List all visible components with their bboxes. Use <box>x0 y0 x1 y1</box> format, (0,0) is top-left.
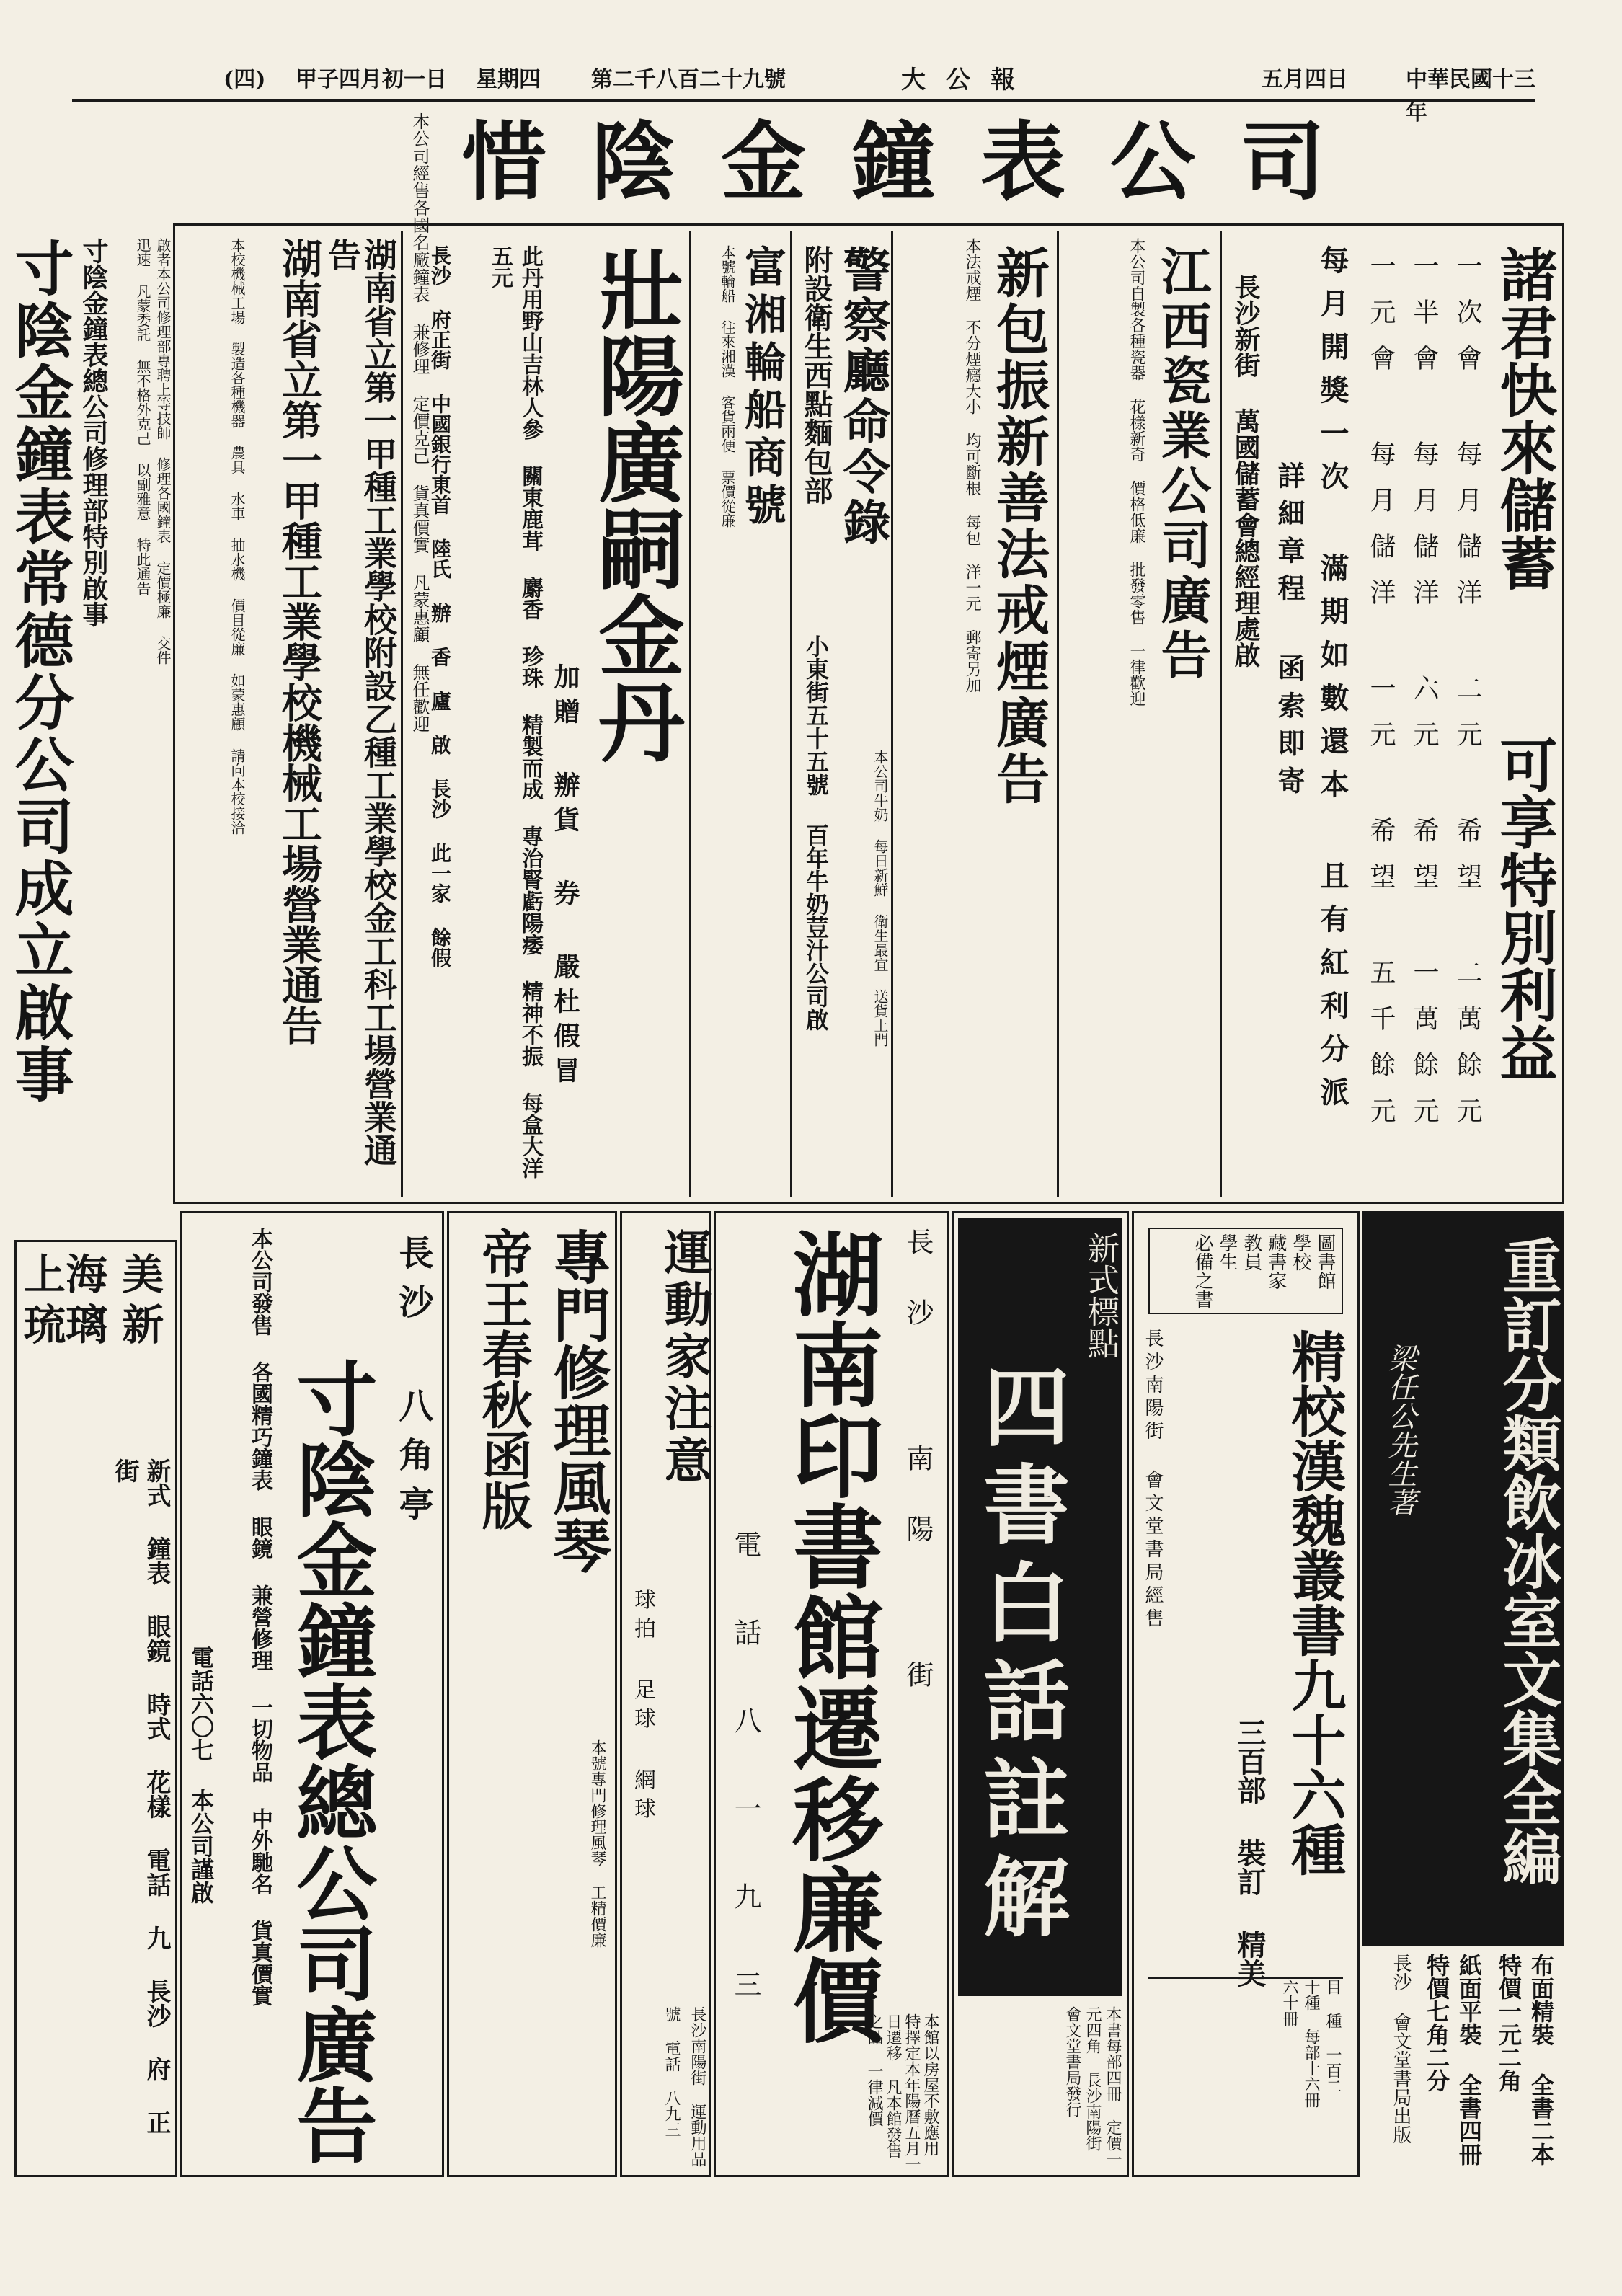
collected-price-2: 紙面平裝 全書四冊 特價七角二分 <box>1423 1954 1483 2166</box>
savings-prize-block <box>1226 245 1355 1182</box>
library-table: 目 種 一百二十種 每部十六冊 六十冊 <box>1148 1977 1343 2109</box>
school-title: 湖南省立第一甲種工業學校機械工場營業通告 <box>275 238 323 1045</box>
press-addr: 長沙 南陽 街 <box>902 1228 934 1731</box>
press-body: 本館以房屋不敷應用 特擇定本年陽曆五月一日遷移 凡本館發售之品 一律減價 <box>865 2013 939 2172</box>
newspaper-name: 大公報 <box>901 66 1035 94</box>
top-ad-body: 本公司經售各國名廠鐘表 兼修理 定價克己 貨真價實 凡蒙惠顧 無任歡迎 <box>409 112 430 732</box>
four-books-label: 新式標點 <box>1082 1232 1119 1359</box>
masthead-strip <box>72 63 1535 125</box>
sports-goods-ad <box>620 1211 711 2177</box>
cunyin-label: 長沙 八角亭 <box>393 1235 433 1535</box>
savings-prize: 每月開獎一次 滿期如數還本 且有紅利分派 <box>1316 245 1350 1120</box>
police-body: 本公司牛奶 每日新鮮 衛生最宜 送貨上門 <box>872 750 889 1047</box>
lunar-date: 甲子四月初一日 <box>296 67 447 92</box>
sports-footer: 長沙南陽街 運動用品號 電話 八九三 <box>662 2006 706 2167</box>
collected-title: 重訂分類飲冰室文集全編 <box>1493 1236 1562 1886</box>
ship-title: 富湘輪船商號 <box>737 245 786 531</box>
hunan-press-ad <box>714 1211 949 2177</box>
savings-title-2: 可享特別利益 <box>1490 735 1558 1081</box>
aphrodisiac-pill-ad <box>404 231 688 1197</box>
sports-sub: 球拍 足球 網球 <box>630 1588 655 1826</box>
cunyin-clock-ad <box>180 1211 444 2177</box>
glasses-shop-ad <box>14 1240 177 2177</box>
press-title: 湖南印書館遷移廉價 <box>778 1228 885 2045</box>
organ-repair-ad <box>447 1211 617 2177</box>
opium-title: 新包振新善法戒煙廣告 <box>988 245 1050 807</box>
library-box: 圖書館 學校 藏書家 教員 學生 必備之書 <box>1148 1228 1343 1314</box>
page-number: (四) <box>223 67 266 92</box>
jiangxi-title: 江西瓷業公司廣告 <box>1153 245 1213 683</box>
pill-note: 加贈 辦貨 券 嚴杜假冒 <box>550 663 580 1091</box>
cunyin-phone: 電話六〇七 本公司謹啟 <box>187 1646 215 1904</box>
police-title: 警察廳命令錄 <box>835 245 891 548</box>
glasses-items: 新式 鐘表 眼鏡 時式 花樣 電話 九 長沙 府 正 街 <box>110 1458 171 2135</box>
year: 中華民國十三年 <box>1406 67 1535 125</box>
four-books-body: 本書每部四冊 定價一元四角 長沙南陽街 會文堂書局發行 <box>1063 2006 1122 2167</box>
school-subtitle: 湖南省立第一甲種工業學校附設乙種工業學校金工科工場營業通告 <box>323 238 398 1166</box>
savings-footer: 長沙新街 萬國儲蓄會總經理處啟 <box>1231 274 1261 668</box>
divider <box>401 231 403 1197</box>
glasses-title: 上海 美 琉璃 新 <box>24 1250 164 1349</box>
divider <box>689 231 691 1197</box>
cunyin-title: 寸陰金鐘表總公司廣告 <box>283 1357 378 2165</box>
organ-title: 專門修理風琴 <box>544 1228 611 1574</box>
pill-body: 此丹用野山吉林人參 關東鹿茸 麝香 珍珠 精製而成 專治腎虧陽痿 精神不振 每盒大洋五元 <box>487 245 543 1179</box>
opium-cure-ad <box>894 231 1055 1197</box>
cunyin-branch-ad <box>7 238 173 1168</box>
police-milk-ad <box>793 231 890 1197</box>
ship-body: 本號輪船 往來湘漢 客貨兩便 票價從廉 <box>719 245 736 528</box>
library-footer: 長沙南陽街 會文堂書局經售 <box>1142 1329 1164 1631</box>
cunyin-body: 本公司發售 各國精巧鐘表 眼鏡 兼營修理 一切物品 中外馳名 貨真價實 <box>247 1228 272 2006</box>
date: 五月四日 <box>1262 67 1348 92</box>
branch-ad-body: 啟者本公司修理部專聘上等技師 修理各國鐘表 定價極廉 交件迅速 凡蒙委託 無不格外克己 以副雅意 特此通告 <box>134 238 172 665</box>
savings-line-1: 一次會 每月儲洋 二元 希望 二萬餘元 <box>1453 252 1482 1143</box>
pill-footer: 長沙 府正街 中國銀行東首 陸氏 辦 香 廬 啟 長沙 此一家 餘假 <box>428 245 452 967</box>
industrial-school-ad <box>180 231 399 1197</box>
ship-company-ad <box>692 231 789 1197</box>
savings-ad <box>1355 231 1557 1189</box>
organ-sub: 帝王春秋函版 <box>474 1228 533 1530</box>
collected-price-1: 布面精裝 全書二本 特價一元二角 <box>1495 1954 1555 2166</box>
branch-ad-title: 寸陰金鐘表常德分公司成立啟事 <box>5 238 74 1106</box>
opium-body: 本法戒煙 不分煙癮大小 均可斷根 每包 洋一元 郵寄另加 <box>963 238 981 693</box>
library-title: 精校漢魏叢書九十六種 <box>1282 1329 1347 1876</box>
divider <box>1220 231 1222 1197</box>
jiangxi-body: 本公司自製各種瓷器 花樣新奇 價格低廉 批發零售 一律歡迎 <box>1127 238 1145 706</box>
collected-author: 梁任公先生著 <box>1383 1344 1417 1517</box>
savings-line-3: 一元會 每月儲洋 一元 希望 五千餘元 <box>1366 252 1396 1143</box>
top-ad-company: 惜陰金鐘表公司 <box>461 112 1370 212</box>
organ-body: 本號專門修理風琴 工精價廉 <box>588 1739 606 1948</box>
savings-line-2: 一半會 每月儲洋 六元 希望 一萬餘元 <box>1409 252 1439 1143</box>
divider <box>790 231 792 1197</box>
school-body: 本校機械工場 製造各種機器 農具 水車 抽水機 價目從廉 如蒙惠顧 請向本校接洽 <box>229 238 246 835</box>
issue-number: 第二千八百二十九號 <box>591 67 786 92</box>
divider <box>1057 231 1059 1197</box>
savings-title: 諸君快來儲蓄 <box>1490 245 1558 591</box>
four-books-header <box>958 1218 1122 1996</box>
press-phone: 電 話 八 一 九 三 <box>730 1530 761 2012</box>
pill-title: 壯陽廣嗣金丹 <box>584 245 686 764</box>
collected-prices <box>1362 1946 1564 2177</box>
police-sub-bakery: 附設衛生西點麵包部 <box>799 245 833 505</box>
library-books-ad <box>1132 1211 1360 2177</box>
jiangxi-porcelain-ad <box>1060 231 1218 1197</box>
collected-footer: 長沙 會文堂書局出版 <box>1390 1954 1412 2144</box>
divider <box>891 231 893 1197</box>
savings-rules: 詳細章程 函索即寄 <box>1273 461 1306 804</box>
sports-title: 運動家注意 <box>656 1228 712 1487</box>
library-sub: 三百部 裝訂 精美 <box>1233 1718 1267 1987</box>
police-sub-milk: 小東街五十五號 百年牛奶荳汁公司啟 <box>802 634 830 1031</box>
weekday: 星期四 <box>476 67 541 92</box>
four-books-ad <box>952 1211 1129 2177</box>
branch-ad-subtitle: 寸陰金鐘表總公司修理部特別啟事 <box>79 238 109 627</box>
four-books-title: 四書白話註解 <box>969 1362 1071 1950</box>
